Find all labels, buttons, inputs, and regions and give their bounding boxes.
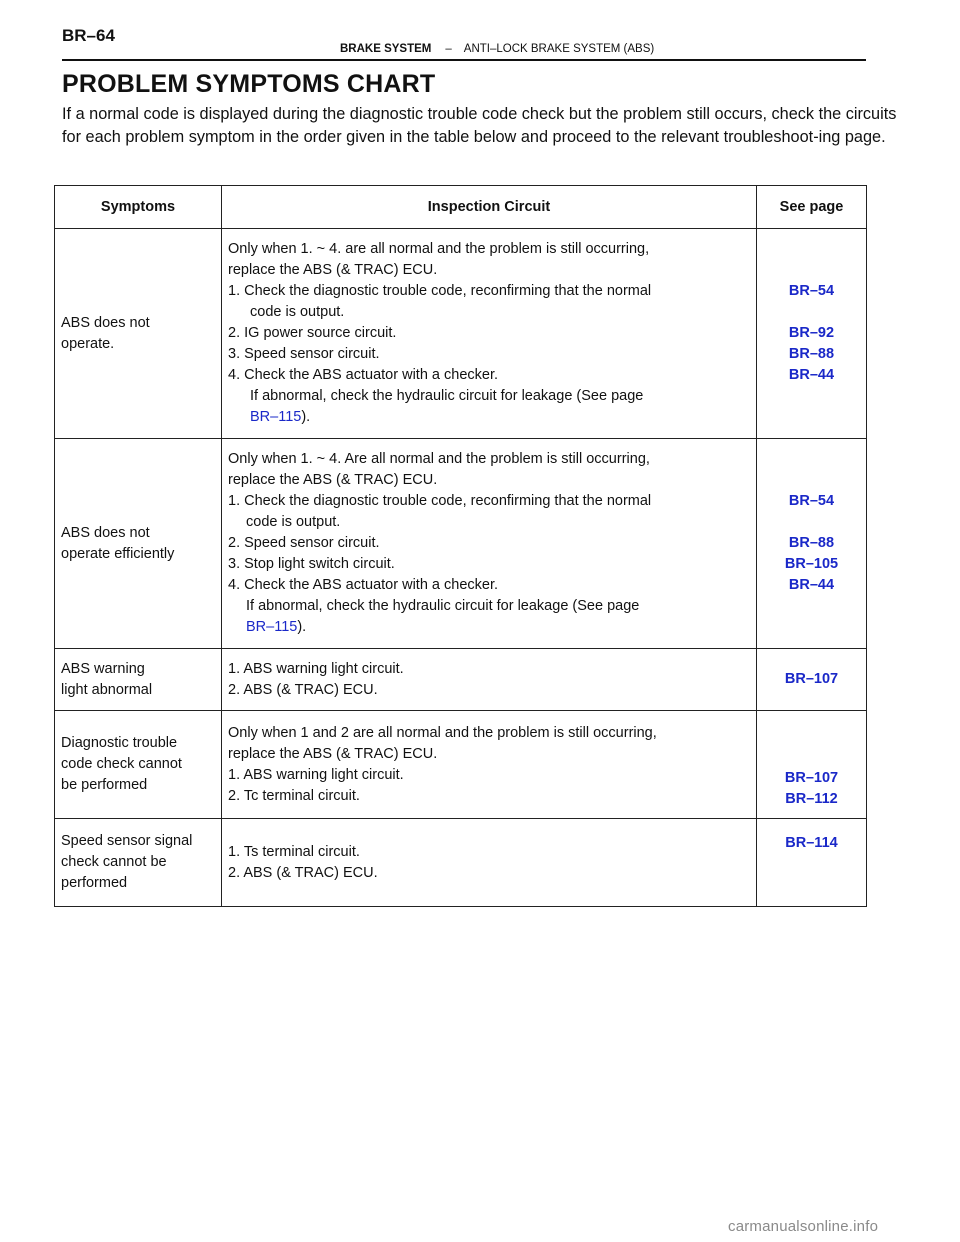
page-reference-link[interactable]: BR–88 <box>788 535 835 551</box>
spacer <box>758 302 865 323</box>
inspection-line: 2. Speed sensor circuit. <box>228 535 380 551</box>
page-reference-link[interactable]: BR–107 <box>784 671 839 687</box>
see-page-cell <box>757 711 867 819</box>
symptom-cell <box>55 439 222 649</box>
page-code: BR–64 <box>62 26 115 45</box>
inspection-line: If abnormal, check the hydraulic circuit for leakage (See page <box>250 388 644 404</box>
see-page-cell <box>757 819 867 907</box>
page-reference-link[interactable]: BR–115 <box>250 409 302 425</box>
symptom-line: operate efficiently <box>61 545 175 562</box>
symptom-cell <box>55 711 222 819</box>
table-row <box>55 649 867 711</box>
inspection-line: 4. Check the ABS actuator with a checker. <box>228 577 499 593</box>
inspection-line: Only when 1 and 2 are all normal and the problem is still occurring, <box>228 724 657 741</box>
inspection-line: 2. ABS (& TRAC) ECU. <box>228 681 378 698</box>
page-reference-link[interactable]: BR–88 <box>788 346 835 362</box>
symptom-line: be performed <box>61 777 148 793</box>
inspection-line: 3. Speed sensor circuit. <box>228 346 380 362</box>
subsystem-name: ANTI–LOCK BRAKE SYSTEM (ABS) <box>463 43 655 55</box>
inspection-line: code is output. <box>250 304 345 320</box>
spacer <box>758 512 865 533</box>
inspection-line: 3. Stop light switch circuit. <box>228 556 395 572</box>
inspection-line: 1. ABS warning light circuit. <box>228 660 404 677</box>
symptom-line: light abnormal <box>61 681 153 698</box>
symptom-cell <box>55 649 222 711</box>
page-reference-link[interactable]: BR–115 <box>246 619 298 635</box>
symptom-line: performed <box>61 875 128 891</box>
column-header-symptoms: Symptoms <box>55 186 222 229</box>
page-reference-link[interactable]: BR–44 <box>788 367 835 383</box>
page-reference-link[interactable]: BR–92 <box>788 325 835 341</box>
table-row <box>55 439 867 649</box>
inspection-line: 2. ABS (& TRAC) ECU. <box>228 864 378 881</box>
inspection-line: If abnormal, check the hydraulic circuit for leakage (See page <box>246 598 640 614</box>
see-page-cell <box>757 439 867 649</box>
column-header-inspection-circuit: Inspection Circuit <box>222 186 757 229</box>
problem-symptoms-table <box>54 185 867 907</box>
inspection-line <box>228 407 750 428</box>
page-reference-link[interactable]: BR–54 <box>788 493 835 509</box>
inspection-line: replace the ABS (& TRAC) ECU. <box>228 472 438 488</box>
page-reference-link[interactable]: BR–107 <box>784 770 839 786</box>
inspection-cell <box>222 819 757 907</box>
symptom-line: operate. <box>61 335 115 352</box>
column-header-see-page: See page <box>757 186 867 229</box>
inspection-cell <box>222 711 757 819</box>
inspection-line <box>228 617 750 638</box>
symptom-line: ABS does not <box>61 524 150 541</box>
reference-suffix: ). <box>301 409 311 425</box>
table-row <box>55 229 867 439</box>
section-header <box>340 43 654 55</box>
symptom-line: Diagnostic trouble <box>61 735 178 751</box>
symptom-cell <box>55 229 222 439</box>
intro-paragraph: If a normal code is displayed during the diagnostic trouble code check but the problem still occurs, check the circuits for each problem symptom in the order given in the table below and proceed to the relevant troubleshoot-ing page. <box>62 105 897 146</box>
inspection-line: 4. Check the ABS actuator with a checker. <box>228 367 499 383</box>
table-row <box>55 711 867 819</box>
page-reference-link[interactable]: BR–112 <box>785 791 838 807</box>
inspection-cell <box>222 439 757 649</box>
reference-suffix: ). <box>297 619 307 635</box>
inspection-line: 1. ABS warning light circuit. <box>228 766 404 783</box>
page-title: PROBLEM SYMPTOMS CHART <box>62 70 436 98</box>
inspection-cell <box>222 649 757 711</box>
inspection-line: code is output. <box>246 514 341 530</box>
inspection-line: 1. Check the diagnostic trouble code, reconfirming that the normal <box>228 283 652 299</box>
symptom-line: ABS warning <box>61 660 145 677</box>
symptom-cell <box>55 819 222 907</box>
page-reference-link[interactable]: BR–44 <box>788 577 835 593</box>
header-separator: – <box>445 43 452 55</box>
watermark: carmanualsonline.info <box>728 1218 879 1235</box>
see-page-cell <box>757 649 867 711</box>
page-reference-link[interactable]: BR–54 <box>788 283 835 299</box>
system-name: BRAKE SYSTEM <box>340 43 432 55</box>
page-reference-link[interactable]: BR–105 <box>784 556 839 572</box>
table-row <box>55 819 867 907</box>
inspection-line: 2. Tc terminal circuit. <box>228 787 360 804</box>
table-header-row <box>55 186 867 229</box>
see-page-cell <box>757 229 867 439</box>
header-rule <box>62 59 866 61</box>
inspection-line: replace the ABS (& TRAC) ECU. <box>228 745 438 762</box>
symptom-line: ABS does not <box>61 314 150 331</box>
page-reference-link[interactable]: BR–114 <box>785 835 838 851</box>
inspection-line: 1. Ts terminal circuit. <box>228 843 360 860</box>
inspection-line: 2. IG power source circuit. <box>228 325 397 341</box>
inspection-line: 1. Check the diagnostic trouble code, reconfirming that the normal <box>228 493 652 509</box>
inspection-cell <box>222 229 757 439</box>
symptom-line: check cannot be <box>61 854 167 870</box>
symptom-line: code check cannot <box>61 756 182 772</box>
inspection-line: replace the ABS (& TRAC) ECU. <box>228 262 438 278</box>
symptom-line: Speed sensor signal <box>61 833 193 849</box>
inspection-line: Only when 1. ~ 4. are all normal and the problem is still occurring, <box>228 241 650 257</box>
inspection-line: Only when 1. ~ 4. Are all normal and the problem is still occurring, <box>228 451 650 467</box>
